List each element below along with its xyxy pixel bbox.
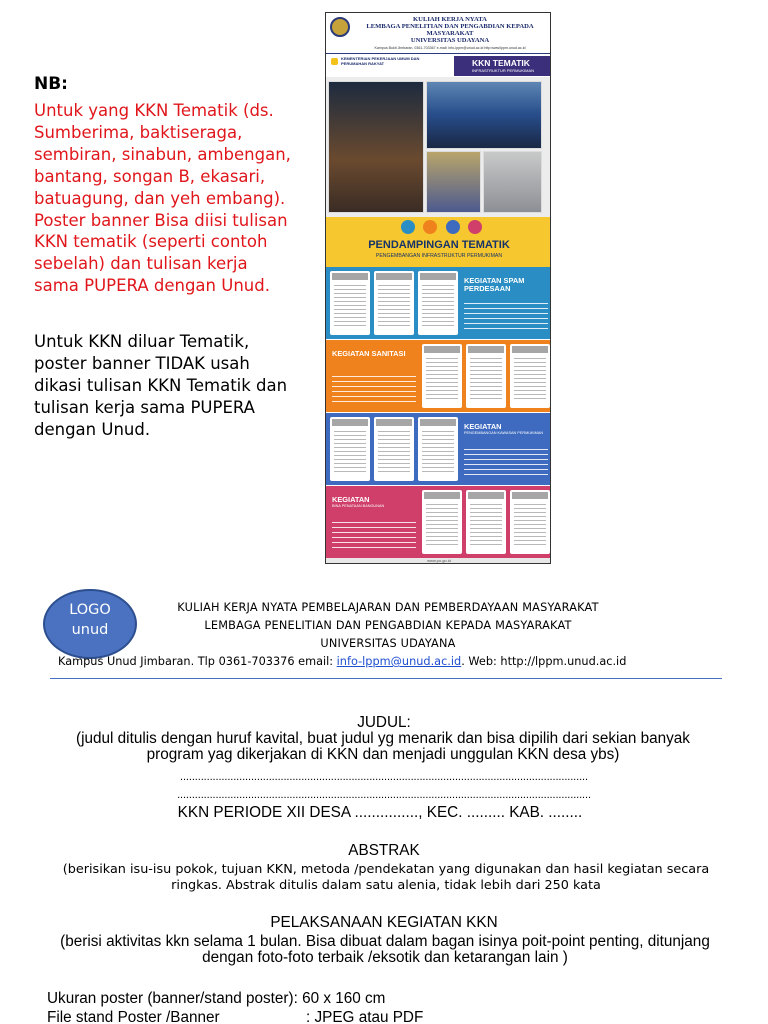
house-icon bbox=[423, 220, 437, 234]
poster-header-address: Kampus Bukit Jimbaran. 0361-703367 e-mail: info-lppm@unud.ac.id http:www/lppm.unud.ac.id bbox=[374, 46, 526, 50]
poster-section-kawasan-title: KEGIATAN bbox=[464, 422, 502, 431]
periode-line: KKN PERIODE XII DESA ..............., KEC. ......... KAB. ........ bbox=[177, 804, 583, 821]
letterhead-line3: UNIVERSITAS UDAYANA bbox=[320, 637, 456, 650]
building-icon bbox=[468, 220, 482, 234]
file-value: : JPEG atau PDF bbox=[306, 1009, 424, 1024]
nb-non-tematik-note: Untuk KKN diluar Tematik, poster banner TIDAK usah dikasi tulisan KKN Tematik dan tulisan kerja sama PUPERA dengan Unud. bbox=[34, 332, 288, 439]
pelaksanaan-description: (berisi aktivitas kkn selama 1 bulan. Bisa dibuat dalam bagan isinya poit-point penting, ditunjang dengan foto-foto terbaik /eksotik dan ketarangan lain ) bbox=[60, 933, 710, 966]
letterhead-address bbox=[58, 655, 626, 668]
poster-header-line2: LEMBAGA PENELITIAN DAN PENGABDIAN KEPADA MASYARAKAT bbox=[366, 23, 534, 37]
letterhead-line2: LEMBAGA PENELITIAN DAN PENGABDIAN KEPADA MASYARAKAT bbox=[204, 619, 572, 632]
poster-header-line3: UNIVERSITAS UDAYANA bbox=[410, 37, 490, 44]
ukuran-line: Ukuran poster (banner/stand poster): 60 x 160 cm bbox=[47, 990, 386, 1007]
poster-pendampingan-banner bbox=[326, 217, 551, 267]
abstrak-description: (berisikan isu-isu pokok, tujuan KKN, metoda /pendekatan yang digunakan dan hasil kegiatan secara ringkas. Abstrak ditulis dalam satu alenia, tidak lebih dari 250 kata bbox=[62, 862, 710, 893]
poster-photo-speaker bbox=[328, 81, 424, 213]
poster-footer-url: www.pu.go.id bbox=[326, 558, 551, 564]
letterhead-address-text: Kampus Unud Jimbaran. Tlp 0361-703376 email: bbox=[58, 655, 337, 668]
letterhead-line1: KULIAH KERJA NYATA PEMBELAJARAN DAN PEMBERDAYAAN MASYARAKAT bbox=[177, 601, 599, 614]
judul-label: JUDUL: bbox=[357, 714, 411, 731]
settlement-icon bbox=[446, 220, 460, 234]
poster-section-bangunan-sub: BINA PENATAAN BANGUNAN bbox=[332, 503, 385, 508]
poster-photo-group bbox=[426, 81, 542, 149]
logo-line2: unud bbox=[71, 622, 109, 638]
letterhead-divider bbox=[50, 678, 722, 679]
poster-section-bangunan bbox=[326, 486, 551, 558]
letterhead-web: . Web: http://lppm.unud.ac.id bbox=[461, 655, 627, 668]
judul-placeholder-line1: .......................................................................................................................................... bbox=[180, 771, 588, 783]
poster-tematik-subtitle: INFRASTRUKTUR PERMUKIMAN bbox=[472, 68, 535, 73]
poster-section-kawasan bbox=[326, 413, 551, 485]
poster-section-sanitasi-title: KEGIATAN SANITASI bbox=[332, 349, 406, 358]
judul-placeholder-line2: ............................................................................................................................................ bbox=[177, 789, 591, 801]
sample-poster-image bbox=[325, 12, 551, 564]
file-label: File stand Poster /Banner bbox=[47, 1009, 220, 1024]
judul-description: (judul ditulis dengan huruf kavital, buat judul yg menarik dan bisa dipilih dari sekian banyak program yag dikerjakan di KKN dan menjadi unggulan KKN desa ybs) bbox=[76, 730, 690, 763]
poster-section-kawasan-sub: PENGEMBANGAN KAWASAN PERMUKIMAN bbox=[464, 430, 544, 435]
logo-line1: LOGO bbox=[69, 602, 111, 618]
file-line bbox=[47, 1008, 424, 1024]
pelaksanaan-label: PELAKSANAAN KEGIATAN KKN bbox=[270, 914, 498, 931]
poster-photo-meeting bbox=[483, 151, 542, 213]
poster-section-spam bbox=[326, 267, 551, 339]
poster-pendampingan-title: PENDAMPINGAN TEMATIK bbox=[368, 239, 510, 251]
poster-section-sanitasi bbox=[326, 340, 551, 412]
abstrak-label: ABSTRAK bbox=[348, 842, 420, 859]
water-icon bbox=[401, 220, 415, 234]
poster-unud-logo-icon bbox=[330, 17, 350, 37]
poster-pendampingan-subtitle: PENGEMBANGAN INFRASTRUKTUR PERMUKIMAN bbox=[375, 253, 503, 259]
poster-photo-ceremony bbox=[426, 151, 481, 213]
poster-header-line1: KULIAH KERJA NYATA bbox=[413, 16, 487, 23]
poster-section-bangunan-title: KEGIATAN bbox=[332, 495, 370, 504]
poster-kementerian-label: KEMENTERIAN PEKERJAAN UMUM DAN PERUMAHAN RAKYAT bbox=[341, 56, 420, 66]
poster-specs bbox=[47, 989, 424, 1024]
poster-tematik-title: KKN TEMATIK bbox=[472, 58, 530, 68]
poster-photo-collage bbox=[326, 77, 551, 217]
email-link[interactable]: info-lppm@unud.ac.id bbox=[336, 655, 462, 668]
nb-tematik-note: Untuk yang KKN Tematik (ds. Sumberima, baktiseraga, sembiran, sinabun, ambengan, bantang, songan B, ekasari, batuagung, dan yeh embang). Poster banner Bisa diisi tulisan KKN tematik (seperti contoh sebelah) dan tulisan kerja sama PUPERA dengan Unud. bbox=[34, 101, 291, 296]
poster-header bbox=[326, 13, 551, 53]
poster-section-spam-title: KEGIATAN SPAM PERDESAAN bbox=[464, 276, 525, 293]
poster-title-bar bbox=[326, 53, 551, 77]
nb-title: NB: bbox=[34, 74, 68, 94]
